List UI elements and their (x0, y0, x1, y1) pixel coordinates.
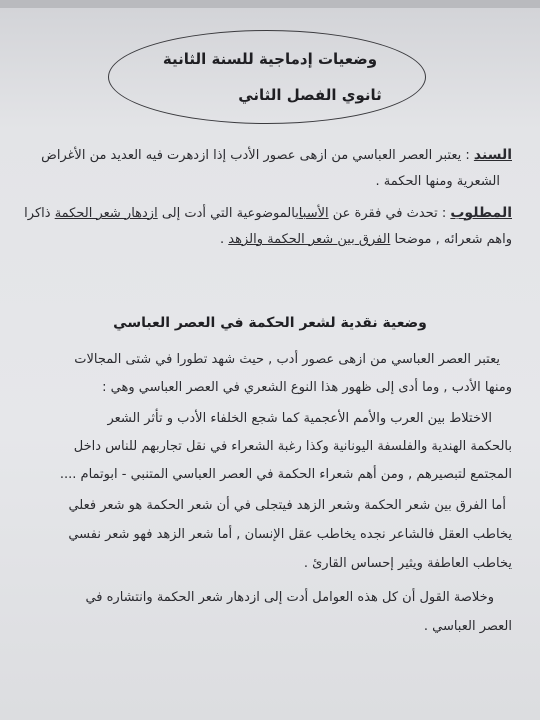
answer-title: وضعية نقدية لشعر الحكمة في العصر العباسي (113, 315, 427, 331)
matlub-line-2 (18, 232, 512, 247)
p3-line-3: يخاطب العاطفة ويثير إحساس القارئ . (303, 556, 512, 571)
title-ellipse (108, 30, 426, 124)
matlub-label: المطلوب (450, 205, 512, 221)
matlub-izdihar: ازدهار شعر الحكمة (54, 206, 158, 221)
p2-line-3: المجتمع لتبصيرهم , ومن أهم شعراء الحكمة في العصر العباسي المتنبي - ابوتمام .... (59, 467, 512, 482)
p4-line-1: وخلاصة القول أن كل هذه العوامل أدت إلى ازدهار شعر الحكمة وانتشاره في (85, 590, 494, 605)
p1-line-1: يعتبر العصر العباسي من ازهى عصور أدب , حيث شهد تطورا في شتى المجالات (74, 352, 500, 367)
p2-line-1: الاختلاط بين العرب والأمم الأعجمية كما شجع الخلفاء الأدب و تأثر الشعر (107, 411, 492, 426)
matlub-text-e: ذاكرا (24, 206, 51, 221)
sanad-line-2: الشعرية ومنها الحكمة . (375, 174, 500, 189)
p3-line-1: أما الفرق بين شعر الحكمة وشعر الزهد فيتجلى في أن شعر الحكمة هو شعر فعلي (68, 498, 506, 513)
title-line-2: ثانوي الفصل الثاني (238, 86, 382, 104)
matlub-text-2c: . (219, 232, 225, 247)
p4-line-2: العصر العباسي . (423, 619, 512, 634)
title-line-1: وضعيات إدماجية للسنة الثانية (162, 50, 378, 68)
p3-line-2: يخاطب العقل فالشاعر نجده يخاطب عقل الإنسان , أما شعر الزهد فهو شعر نفسي (68, 527, 512, 542)
matlub-text-2a: واهم شعرائه , موضحا (394, 232, 512, 247)
sanad-text-1: : يعتبر العصر العباسي من ازهى عصور الأدب إذا ازدهرت فيه العديد من الأغراض (41, 148, 470, 163)
matlub-text-c: الموضوعية التي أدت إلى (161, 206, 296, 221)
p1-line-2: ومنها الأدب , وما أدى إلى ظهور هذا النوع الشعري في العصر العباسي وهي : (102, 380, 512, 395)
sanad-line-1 (18, 147, 512, 163)
matlub-farq: الفرق بين شعر الحكمة والزهد (228, 232, 391, 247)
sanad-label: السند (473, 147, 512, 163)
page-top-edge (0, 0, 540, 8)
matlub-asbab: الأسباب (295, 206, 329, 221)
matlub-text-a: : تحدث في فقرة عن (332, 206, 447, 221)
matlub-line-1 (18, 205, 512, 221)
p2-line-2: بالحكمة الهندية والفلسفة اليونانية وكذا رغبة الشعراء في نقل تجاربهم للناس داخل (73, 439, 512, 454)
